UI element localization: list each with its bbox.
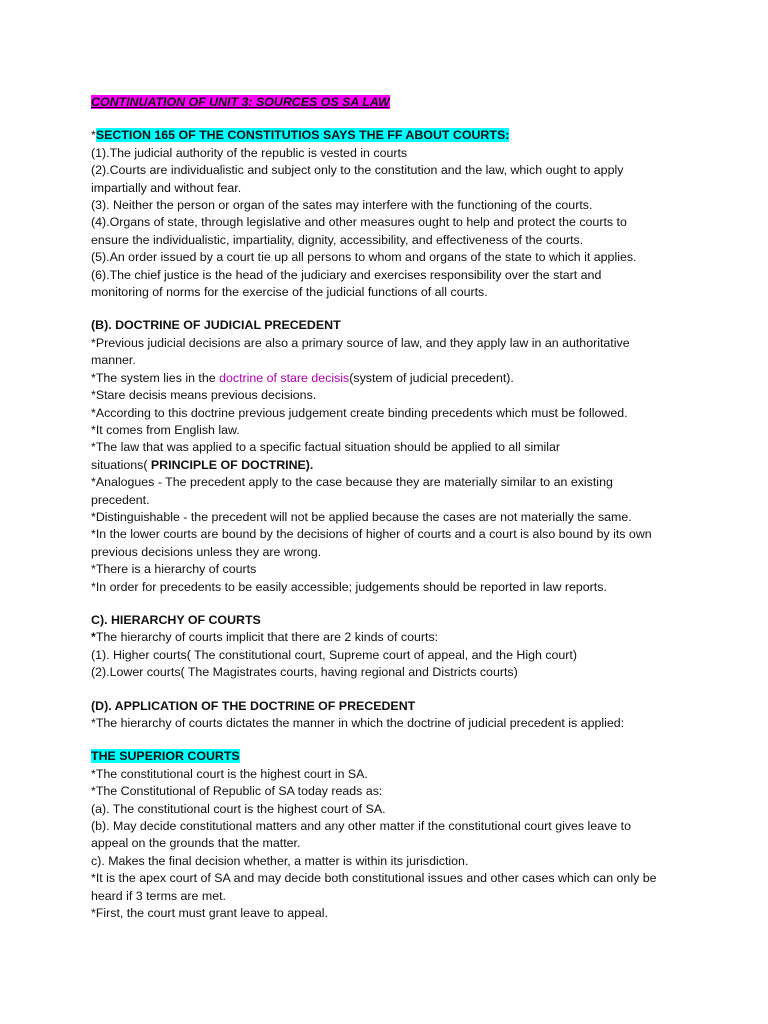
precedent-text: (system of judicial precedent).	[349, 370, 514, 385]
superior-line: (a). The constitutional court is the highest court of SA.	[91, 801, 386, 816]
section165-line: (6).The chief justice is the head of the judiciary and exercises responsibility over the start and	[91, 267, 602, 282]
superior-line: heard if 3 terms are met.	[91, 888, 226, 903]
hierarchy-line: (1). Higher courts( The constitutional court, Supreme court of appeal, and the High court)	[91, 647, 578, 662]
section165-line: (3). Neither the person or organ of the sates may interfere with the functioning of the courts.	[91, 198, 593, 213]
precedent-line: *In the lower courts are bound by the decisions of higher of courts and a court is also bound by its own	[91, 527, 652, 542]
precedent-line: *There is a hierarchy of courts	[91, 562, 257, 577]
document-body	[91, 94, 691, 922]
application-line: *The hierarchy of courts dictates the manner in which the doctrine of judicial precedent is applied:	[91, 716, 625, 730]
superior-line: appeal on the grounds that the matter.	[91, 836, 301, 851]
section165-line: (1).The judicial authority of the republic is vested in courts	[91, 145, 408, 160]
precedent-line: previous decisions unless they are wrong.	[91, 544, 322, 559]
precedent-line	[91, 370, 691, 387]
precedent-line: *In order for precedents to be easily accessible; judgements should be reported in law reports.	[91, 579, 607, 594]
precedent-line: *The law that was applied to a specific factual situation should be applied to all similar	[91, 440, 561, 455]
precedent-heading: (B). DOCTRINE OF JUDICIAL PRECEDENT	[91, 318, 341, 333]
superior-line: *First, the court must grant leave to appeal.	[91, 906, 328, 921]
precedent-text: *The system lies in the	[91, 370, 220, 385]
precedent-line: manner.	[91, 353, 136, 368]
application-heading: (D). APPLICATION OF THE DOCTRINE OF PRECEDENT	[91, 698, 416, 713]
doc-title-line	[91, 94, 691, 111]
precedent-line: *Previous judicial decisions are also a primary source of law, and they apply law in an authoritative	[91, 335, 630, 350]
section165-heading: SECTION 165 OF THE CONSTITUTIOS SAYS THE FF ABOUT COURTS:	[95, 128, 510, 143]
superior-line: *The Constitutional of Republic of SA today reads as:	[91, 784, 383, 799]
doc-title: CONTINUATION OF UNIT 3: SOURCES OS SA LAW	[91, 95, 390, 109]
section165-line: ensure the individualistic, impartiality, dignity, accessibility, and effectiveness of the courts.	[91, 232, 584, 247]
precedent-line: *Analogues - The precedent apply to the case because they are materially similar to an existing	[91, 475, 613, 490]
superior-line: c). Makes the final decision whether, a matter is within its jurisdiction.	[91, 853, 469, 868]
section165-heading-line	[91, 127, 691, 144]
precedent-text: situations(	[91, 457, 151, 472]
precedent-line: *According to this doctrine previous judgement create binding precedents which must be followed.	[91, 405, 628, 420]
precedent-line: *Stare decisis means previous decisions.	[91, 388, 317, 403]
hierarchy-line	[91, 629, 691, 646]
hierarchy-text: The hierarchy of courts implicit that there are 2 kinds of courts:	[95, 630, 439, 645]
superior-heading-line	[91, 748, 691, 765]
precedent-line: precedent.	[91, 492, 150, 507]
precedent-line: *Distinguishable - the precedent will not be applied because the cases are not materially the same.	[91, 509, 632, 524]
hierarchy-line: (2).Lower courts( The Magistrates courts, having regional and Districts courts)	[91, 665, 518, 680]
hierarchy-heading: C). HIERARCHY OF COURTS	[91, 612, 261, 627]
section165-line: impartially and without fear.	[91, 180, 242, 195]
superior-line: *It is the apex court of SA and may decide both constitutional issues and other cases which can only be	[91, 871, 657, 886]
bullet-star: *	[91, 630, 96, 645]
superior-line: *The constitutional court is the highest court in SA.	[91, 766, 368, 781]
bullet-star: *	[91, 128, 96, 143]
section165-line: (2).Courts are individualistic and subject only to the constitution and the law, which ought to apply	[91, 163, 624, 178]
section165-line: (5).An order issued by a court tie up all persons to whom and organs of the state to which it applies.	[91, 250, 637, 265]
superior-heading: THE SUPERIOR COURTS	[91, 749, 240, 764]
section165-line: monitoring of norms for the exercise of the judicial functions of all courts.	[91, 285, 488, 300]
precedent-line	[91, 457, 691, 474]
precedent-line: *It comes from English law.	[91, 422, 240, 437]
stare-decisis-link[interactable]: doctrine of stare decisis	[219, 370, 350, 385]
principle-of-doctrine: PRINCIPLE OF DOCTRINE).	[150, 457, 314, 472]
section165-line: (4).Organs of state, through legislative and other measures ought to help and protect the courts to	[91, 215, 627, 230]
superior-line: (b). May decide constitutional matters and any other matter if the constitutional court gives leave to	[91, 819, 631, 834]
